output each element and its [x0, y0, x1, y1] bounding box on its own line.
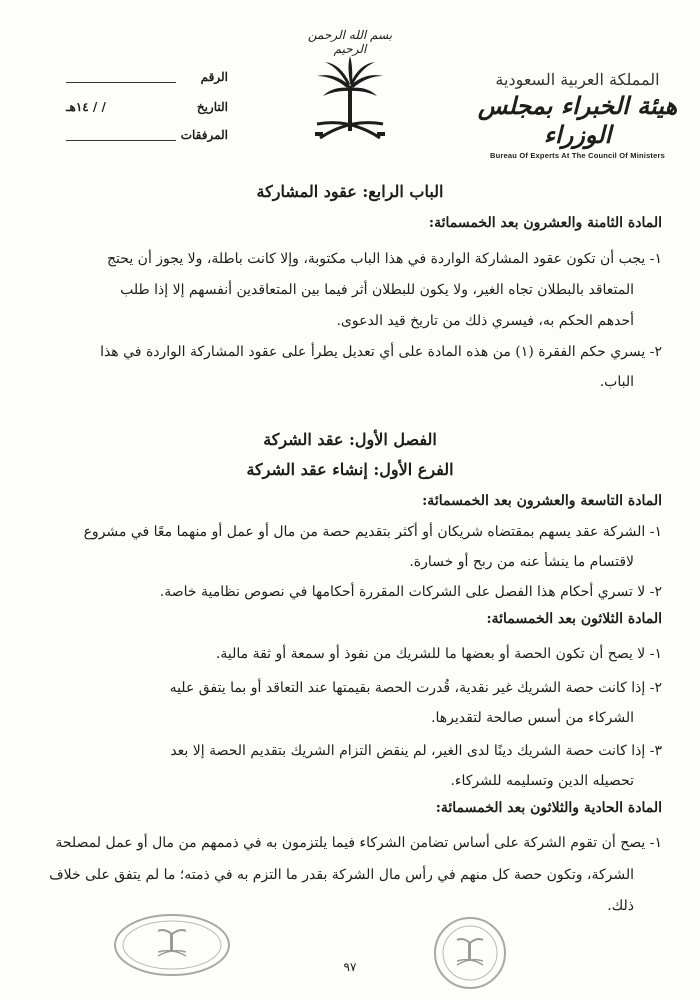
reference-blank	[66, 72, 176, 83]
paragraph-line: الشركة، وتكون حصة كل منهم في رأس مال الشركة بقدر ما التزم به في ذمته؛ ما لم يتفق على خلاف	[49, 867, 634, 883]
palm-and-swords-icon	[295, 46, 405, 146]
paragraph-line: ١- يصح أن تقوم الشركة على أساس تضامن الشركاء فيما يلتزمون به في ذممهم من مال أو عمل لمصلحة	[55, 835, 662, 851]
paragraph-line: ٢- إذا كانت حصة الشريك غير نقدية، قُدرت الحصة بقيمتها عند التعاقد أو بما يتفق عليه	[169, 680, 662, 696]
paragraph-line: الباب.	[599, 374, 634, 390]
national-emblem	[295, 28, 405, 138]
attachments-label: المرفقات	[180, 128, 228, 142]
article-heading: المادة الحادية والثلاثون بعد الخمسمائة:	[435, 800, 662, 816]
bureau-name-english: Bureau Of Experts At The Council Of Ministers	[490, 151, 665, 160]
left-seal-stamp	[112, 912, 232, 978]
paragraph-line: ٢- يسري حكم الفقرة (١) من هذه المادة على أي تعديل يطرأ على عقود المشاركة الواردة في هذا	[100, 344, 662, 360]
paragraph-line: ٣- إذا كانت حصة الشريك دينًا لدى الغير، لم ينقض التزام الشريك بتقديم الحصة إلا بعد	[170, 743, 662, 759]
article-heading: المادة التاسعة والعشرون بعد الخمسمائة:	[422, 493, 662, 509]
paragraph-line: الشركاء من أسس صالحة لتقديرها.	[431, 710, 634, 726]
paragraph-line: لاقتسام ما ينشأ عنه من ربح أو خسارة.	[409, 554, 634, 570]
basmala: بسم الله الرحمن الرحيم	[307, 28, 393, 56]
subsection-title: الفرع الأول: إنشاء عقد الشركة	[246, 460, 454, 479]
paragraph-line: المتعاقد بالبطلان تجاه الغير، ولا يكون للبطلان أثر فيما بين المتعاقدين أنفسهم إلا إذا طلب	[120, 282, 634, 298]
paragraph-line: تحصيله الدين وتسليمه للشركاء.	[450, 773, 634, 789]
chapter-title: الباب الرابع: عقود المشاركة	[256, 182, 444, 201]
date-label: التاريخ	[196, 100, 228, 114]
page-number: ٩٧	[343, 960, 357, 974]
date-value: / / ١٤هـ	[66, 100, 106, 114]
paragraph-line: ١- لا يصح أن تكون الحصة أو بعضها ما للشريك من نفوذ أو سمعة أو ثقة مالية.	[215, 646, 662, 662]
section-title: الفصل الأول: عقد الشركة	[263, 430, 437, 449]
reference-block	[28, 58, 228, 158]
kingdom-name: المملكة العربية السعودية	[495, 70, 660, 89]
bureau-name-arabic: هيئة الخبراء بمجلس الوزراء	[477, 91, 678, 149]
reference-label: الرقم	[200, 70, 228, 84]
paragraph-line: ٢- لا تسري أحكام هذا الفصل على الشركات المقررة أحكامها في نصوص نظامية خاصة.	[159, 584, 662, 600]
bureau-header	[470, 70, 685, 160]
reference-number-line	[66, 70, 228, 84]
attachments-blank	[66, 130, 176, 141]
date-line	[66, 100, 228, 114]
right-seal-stamp	[420, 915, 520, 990]
paragraph-line: ذلك.	[607, 898, 634, 914]
paragraph-line: ١- يجب أن تكون عقود المشاركة الواردة في هذا الباب مكتوبة، وإلا كانت باطلة، ولا يجوز أن يحتج	[107, 251, 662, 267]
paragraph-line: ١- الشركة عقد يسهم بمقتضاه شريكان أو أكثر بتقديم حصة من مال أو عمل أو منهما معًا في مشروع	[83, 524, 662, 540]
article-heading: المادة الثلاثون بعد الخمسمائة:	[486, 611, 662, 627]
paragraph-line: أحدهم الحكم به، فيسري ذلك من تاريخ قيد الدعوى.	[336, 313, 634, 329]
article-heading: المادة الثامنة والعشرون بعد الخمسمائة:	[428, 215, 662, 231]
attachments-line	[66, 128, 228, 142]
